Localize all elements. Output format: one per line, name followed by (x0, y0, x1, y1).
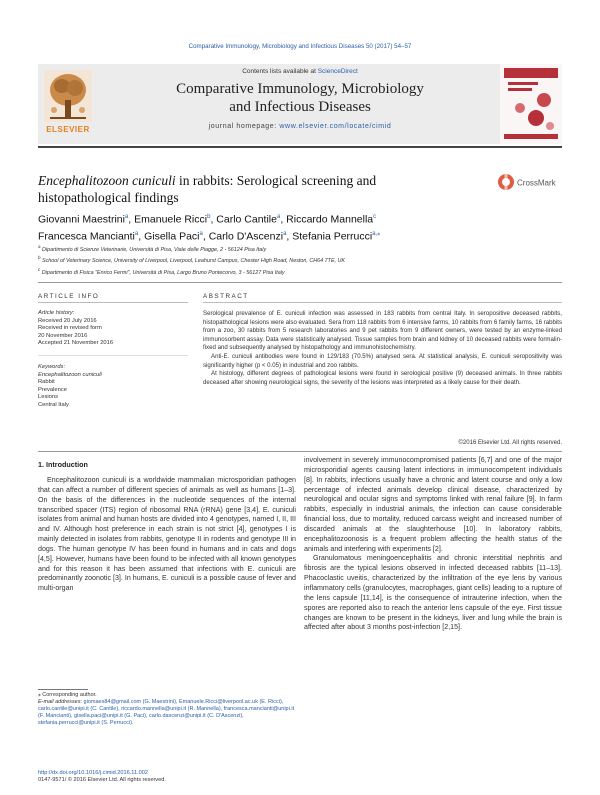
history-label: Article history: (38, 310, 75, 316)
intro-left-column (38, 476, 296, 594)
abstract-body (203, 310, 562, 387)
intro-paragraph: Encephalitozoon cuniculi is a worldwide mammalian microsporidian pathogen that can affect a number of different species of animals as well as humans [1–3]. On the basis of the differences in the nucleotide sequences of the internal transcribed spacer (ITS) region of ribosomal RNA (rRNA) gene [3,4], E. cuniculi isolates from animal and human hosts are divided into 4 genotypes, named I, II, III and IV. Although host preference in each strain is not strict [4], genotypes I is mainly detected in isolates from rabbits, genotype II in rodents and genotype III in dogs. The human genotype IV has been found in humans and in cats and dogs [4,5]. However, humans have been found to be infected with all known genotypes and for this reason it has been assumed that infections with E. cuniculi are predominantly zoonotic [3]. In humans, E. cuniculi is a possible cause of fever and multi-organ (38, 476, 296, 593)
issn-copyright: 0147-9571/ © 2016 Elsevier Ltd. All rights reserved. (38, 777, 166, 784)
affiliation-item (38, 254, 562, 265)
author-affiliation-marker[interactable]: a (283, 230, 287, 237)
article-title-rest: in rabbits: Serological screening and (175, 173, 377, 188)
keyword-item: Encephalitozoon cuniculi (38, 371, 102, 378)
history-item: Accepted 21 November 2016 (38, 340, 114, 347)
author-name[interactable]: Carlo D'Ascenzi (208, 230, 284, 242)
journal-homepage-link[interactable]: www.elsevier.com/locate/cimid (279, 123, 392, 130)
journal-homepage-line (100, 123, 500, 130)
introduction-heading: 1. Introduction (38, 460, 88, 469)
author-name[interactable]: Stefania Perrucci (292, 230, 373, 242)
abstract-bottom-rule (38, 451, 562, 452)
affiliation-marker: a (38, 244, 41, 249)
author-affiliation-marker[interactable]: a (199, 230, 203, 237)
header-divider (38, 146, 562, 148)
elsevier-wordmark: ELSEVIER (46, 125, 90, 134)
abstract-rule (203, 302, 562, 303)
journal-cover-thumbnail[interactable] (500, 64, 562, 144)
affiliation-text: Dipartimento di Fisica "Enrico Fermi", Università di Pisa, Largo Bruno Pontecorvo, 3 - 56127 Pisa Italy (40, 269, 285, 276)
history-item: Received in revised form (38, 325, 102, 332)
keyword-item: Prevalence (38, 386, 68, 393)
author-affiliation-marker[interactable]: b (207, 214, 211, 220)
intro-paragraph: Granulomatous meningoencephalitis and chronic interstitial nephritis and fibrosis are the typical lesions observed in infected deceased rabbits [11–13]. Phacoclastic uveitis, characterized by the infiltration of the eye lens by various inflammatory cells (granulocytes, macrophages, giant cells) leading to a rupture of the lens capsule [11,14], is the consequence of intrauterine infection, when the spores are reported also to reach the anterior lens capsule of the eye. First tissue changes are known to be present in the kidneys, liver and lung while the brain is affected after about 3 months post-infection [2,15]. (304, 554, 562, 632)
affiliation-marker: c (38, 266, 41, 272)
contents-available-line (100, 68, 500, 75)
email-label: E-mail addresses: (38, 699, 84, 706)
article-title (38, 172, 478, 206)
author-affiliation-marker[interactable]: a,⁎ (372, 230, 381, 237)
article-title-italic: Encephalitozoon cuniculi (38, 173, 176, 188)
journal-name-line1: Comparative Immunology, Microbiology (176, 81, 424, 97)
crossmark-icon[interactable] (496, 172, 558, 192)
intro-paragraph: involvement in severely immunocompromised patients [6,7] and one of the major microsporidial agents causing latent infections in immunocompetent individuals [8]. In rabbits, infections usually have a chronic and latent course and only a low percentage of infected animals develop clinical disease, characterized by neurological and ocular signs and symptoms linked with renal failure [9]. In farm rabbits, especially in industrial animals, the infection can cause considerable financial loss, due to mortality, reduced carcass weight and increased number of discarded animals at the slaughterhouse [10]. In laboratory rabbits, encephalitozoonosis is a frequent problem affecting the health status of the animals and interfering with experiments [2]. (304, 456, 562, 553)
abstract-paragraph: Serological prevalence of E. cuniculi infection was assessed in 183 rabbits from central Italy. In seropositive deceased rabbits, histopathological lesions were also evaluated. Sera from 118 rabbits from 6 intensive farms, 10 rabbits from 6 family farms, 16 rabbits from a zoo, 30 rabbits from 5 research laboratories and 9 pet rabbits from 9 different owners, were tested by an enzyme-linked immunosorbent assay. Data were statistically analysed. Tissue samples from brain and kidney of 10 deceased rabbits were formalin-fixed and subsequently analysed by histopathology and immunohistochemistry. (203, 310, 562, 352)
author-line-2: Francesca Mancianti$^a$, Gisella Paci$^a$, Carlo D'Ascenzi$^a$, Stefania Perrucci$^{a,⁎}$ (38, 230, 381, 242)
sciencedirect-link[interactable]: ScienceDirect (317, 68, 358, 75)
affiliation-divider (38, 282, 562, 283)
affiliation-item (38, 243, 562, 254)
keywords-block (38, 364, 188, 410)
abstract-paragraph: At histology, different degrees of pathological lesions were found in serological positive (9) deceased animals. In three rabbits deceased after showing neurological signs, the severity of the lesions was interpreted as a likely cause for their death. (203, 370, 562, 386)
article-info-heading: ARTICLE INFO (38, 293, 100, 300)
author-list (38, 210, 562, 243)
affiliation-item (38, 266, 562, 277)
corresponding-author-note: ⁎ Corresponding author. (38, 692, 97, 698)
journal-name-line2: and Infectious Diseases (229, 99, 371, 115)
abstract-heading: ABSTRACT (203, 293, 249, 300)
abstract-paragraph: Anti-E. cuniculi antibodies were found in 129/183 (70.5%) analysed sera. At statistical analysis, E. cuniculi seropositivity was significantly higher (p < 0.05) in industrial and zoo rabbits. (203, 352, 562, 369)
author-name[interactable]: Carlo Cantile (216, 213, 277, 226)
history-item: 20 November 2016 (38, 332, 88, 339)
author-name[interactable]: Francesca Mancianti (38, 230, 135, 242)
doi-block (38, 770, 338, 785)
author-name[interactable]: Riccardo Mannella (286, 213, 374, 226)
author-affiliation-marker[interactable]: a (134, 230, 139, 237)
author-name[interactable]: Emanuele Ricci (134, 213, 208, 226)
doi-link[interactable]: http://dx.doi.org/10.1016/j.cimid.2016.11.002 (38, 770, 148, 776)
article-info-rule (38, 302, 188, 303)
keywords-rule (38, 355, 188, 356)
keywords-label: Keywords: (38, 364, 66, 370)
affiliation-marker: b (38, 255, 41, 261)
footnote-rule (38, 689, 88, 690)
contents-prefix: Contents lists available at (242, 68, 318, 75)
abstract-copyright: ©2016 Elsevier Ltd. All rights reserved. (458, 440, 562, 446)
affiliation-text: Dipartimento di Scienze Veterinarie, Università di Pisa, Viale delle Piagge, 2 - 56124 Pisa Italy (40, 246, 267, 253)
email-addresses (38, 699, 296, 727)
keyword-item: Central Italy (38, 401, 69, 408)
author-line-1: Giovanni Maestrini$^a$, Emanuele Ricci$^b$, Carlo Cantile$^a$, Riccardo Mannella$^c$ (38, 213, 377, 226)
crossmark-label: CrossMark (517, 178, 556, 188)
author-affiliation-marker[interactable]: c (373, 214, 377, 220)
affiliation-list (38, 243, 562, 277)
author-affiliation-marker[interactable]: a (276, 214, 281, 220)
journal-name (100, 80, 500, 116)
article-title-line2: histopathological findings (38, 190, 179, 205)
keyword-item: Rabbit (38, 379, 55, 386)
author-emails[interactable]: giomaes84@gmail.com (G. Maestrini), Emanuele.Ricci@liverpool.ac.uk (E. Ricci), carlo.cantile@unipi.it (C. Cantile), riccardo.mannella@unipi.it (R. Mannella), francesca.mancianti@unipi.it (F. Mancianti), gisella.paci@unipi.it (G. Paci), carlo.dascenzi@unipi.it (C. D'Ascenzi), stefania.perrucci@unipi.it (S. Perrucci). (38, 699, 295, 727)
author-name[interactable]: Gisella Paci (144, 230, 200, 242)
footnotes (38, 692, 296, 727)
homepage-prefix: journal homepage: (208, 123, 280, 130)
history-item: Received 20 July 2016 (38, 317, 97, 324)
author-affiliation-marker[interactable]: a (124, 214, 129, 220)
intro-right-column (304, 456, 562, 633)
author-name[interactable]: Giovanni Maestrini (38, 213, 125, 226)
keyword-item: Lesions (38, 394, 58, 401)
article-history (38, 310, 188, 348)
journal-citation[interactable]: Comparative Immunology, Microbiology and Infectious Diseases 50 (2017) 54–57 (188, 43, 412, 50)
affiliation-text: School of Veterinary Science, University of Liverpool, Liverpool, Leahurst Campus, Chester High Road, Neston, CH64 7TE, UK (40, 258, 346, 265)
